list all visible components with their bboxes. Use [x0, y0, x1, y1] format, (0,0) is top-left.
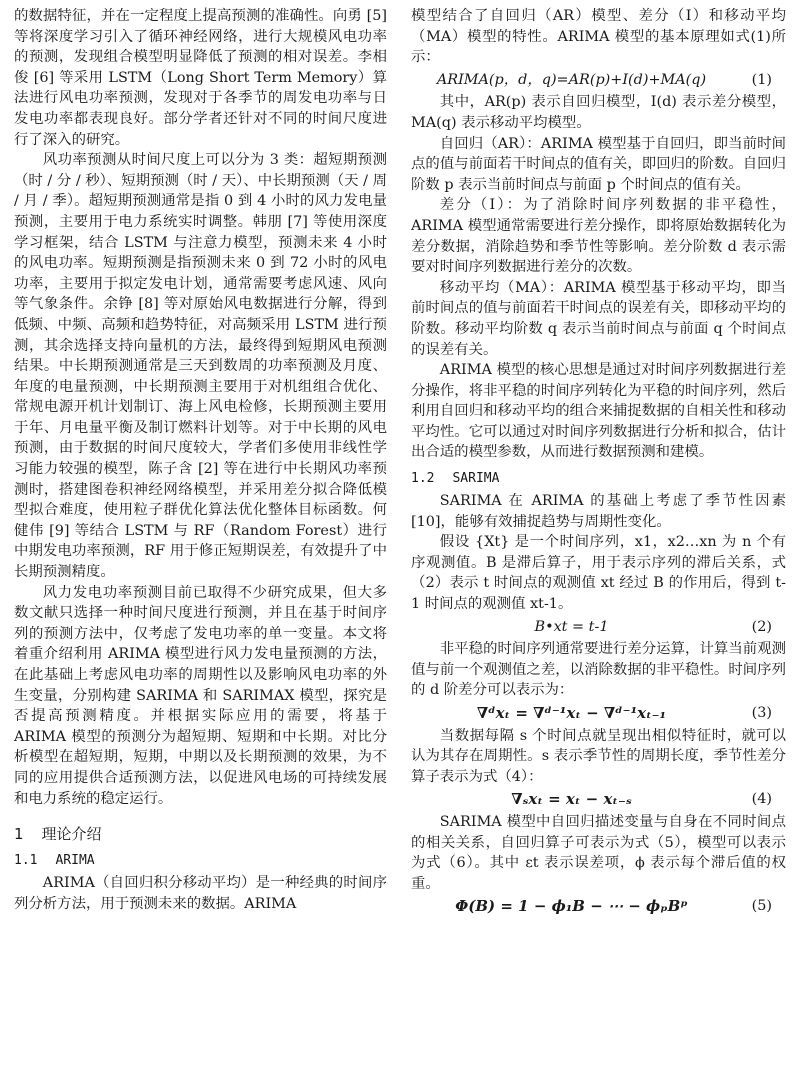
equation-expression: ∇ₛxₜ = xₜ − xₜ₋ₛ [511, 790, 632, 809]
left-column [14, 6, 387, 914]
equation-number: (2) [751, 618, 772, 635]
paragraph: ARIMA（自回归积分移动平均）是一种经典的时间序列分析方法，用于预测未来的数据。ARIMA [14, 875, 387, 912]
paragraph: 差分（I）：为了消除时间序列数据的非平稳性，ARIMA 模型通常需要进行差分操作，即将原始数据转化为差分数据，消除趋势和季节性等影响。差分阶数 d 表示需要对时间序列数据进行差分的次数。 [411, 197, 786, 276]
equation-number: (1) [751, 71, 772, 88]
paragraph: ARIMA 模型的核心思想是通过对时间序列数据进行差分操作，将非平稳的时间序列转化为平稳的时间序列，然后利用自回归和移动平均的组合来捕捉数据的自相关性和移动平均性。它可以通过对时间序列数据进行分析和拟合，估计出合适的模型参数，从而进行数据预测和建模。 [411, 362, 786, 461]
equation-number: (3) [751, 705, 772, 721]
section-heading [14, 823, 387, 845]
paragraph: 自回归（AR）：ARIMA 模型基于自回归，即当前时间点的值与前面若干时间点的值有关，即回归的阶数。自回归阶数 p 表示当前时间点与前面 p 个时间点的值有关。 [411, 135, 786, 193]
subsection-number: 1.1 [14, 853, 38, 869]
equation-3 [411, 703, 786, 724]
paragraph: 当数据每隔 s 个时间点就呈现出相似特征时，就可以认为其存在周期性。s 表示季节性的周期长度，季节性差分算子表示为式（4）： [411, 727, 786, 785]
paragraph: SARIMA 在 ARIMA 的基础上考虑了季节性因素 [10]，能够有效捕捉趋势与周期性变化。 [411, 493, 786, 530]
subsection-title: ARIMA [55, 853, 95, 869]
equation-4 [411, 789, 786, 810]
equation-expression: ARIMA(p，d，q)=AR(p)+I(d)+MA(q) [436, 71, 707, 88]
right-column [411, 6, 786, 919]
paragraph: 其中，AR(p) 表示自回归模型，I(d) 表示差分模型，MA(q) 表示移动平均模型。 [411, 94, 786, 131]
equation-number: (5) [751, 898, 772, 915]
paragraph: 模型结合了自回归（AR）模型、差分（I）和移动平均（MA）模型的特性。ARIMA 模型的基本原理如式(1)所示： [411, 8, 786, 66]
paragraph: 非平稳的时间序列通常要进行差分运算，计算当前观测值与前一个观测值之差，以消除数据的非平稳性。时间序列的 d 阶差分可以表示为： [411, 641, 786, 699]
equation-expression: B•xt = t-1 [534, 618, 609, 635]
equation-expression: ∇ᵈxₜ = ∇ᵈ⁻¹xₜ − ∇ᵈ⁻¹xₜ₋₁ [476, 704, 667, 722]
subsection-heading [14, 851, 387, 871]
paragraph: 风力发电功率预测目前已取得不少研究成果，但大多数文献只选择一种时间尺度进行预测，并且在基于时间序列的预测方法中，仅考虑了发电功率的单一变量。本文将着重介绍利用 ARIMA 模型进行风力发电量预测的方法，在此基础上考虑风电功率的周期性以及影响风电功率的外生变量，分别构建 SARIMA 和 SARIMAX 模型，探究是否提高预测精度。并根据实际应用的需要，将基于 ARIMA 模型的预测分为超短期、短期和中长期。对比分析模型在超短期，短期，中期以及长期预测的效果，为不同的应用提供合适预测方法，以促进风电场的可持续发展和电力系统的稳定运行。 [14, 584, 387, 807]
section-title: 理论介绍 [41, 825, 102, 844]
paragraph: 风功率预测从时间尺度上可以分为 3 类：超短期预测（时 / 分 / 秒）、短期预测（时 / 天）、中长期预测（天 / 周 / 月 / 季）。超短期预测通常是指 0 到 4 小时的风力发电量预测，主要用于电力系统实时调整。韩朋 [7] 等使用深度学习框架，结合 LSTM 与注意力模型，预测未来 4 小时的风电功率。短期预测是指预测未来 0 到 72 小时的风电功率，主要用于拟定发电计划，通常需要考虑风速、风向等气象条件。余铮 [8] 等对原始风电数据进行分解，得到低频、中频、高频和趋势特征，对高频采用 LSTM 进行预测，其余选择支持向量机的方法，最终得到短期风电预测结果。中长期预测通常是三天到数周的功率预测及月度、年度的电量预测，中长期预测主要用于对机组组合优化、常规电源开机计划制订、海上风电检修，长期预测主要用于年、月电量平衡及制订燃料计划等。对于中长期的风电预测，由于数据的时间尺度较大，学者们多使用非线性学习能力较强的模型，陈子含 [2] 等在进行中长期风功率预测时，搭建图卷积神经网络模型，并采用差分拟合降低模型拟合难度，使用粒子群优化算法优化整体目标函数。何健伟 [9] 等结合 LSTM 与 RF（Random Forest）进行中期发电功率预测，RF 用于修正短期误差，有效提升了中长期预测精度。 [14, 152, 387, 581]
paragraph: 移动平均（MA）：ARIMA 模型基于移动平均，即当前时间点的值与前面若干时间点的误差有关，即移动平均的阶数。移动平均阶数 q 表示当前时间点与前面 q 个时间点的误差有关。 [411, 279, 786, 358]
equation-1 [411, 70, 786, 91]
equation-2 [411, 617, 786, 638]
equation-5 [411, 896, 786, 917]
subsection-heading [411, 469, 786, 489]
equation-number: (4) [751, 791, 772, 808]
paragraph: 的数据特征，并在一定程度上提高预测的准确性。向勇 [5] 等将深度学习引入了循环神经网络，进行大规模风电功率的预测，发现组合模型明显降低了预测的相对误差。李相俊 [6] 等采用 LSTM（Long Short Term Memory）算法进行风电功率预测，发现对于各季节的周发电功率与日发电功率都表现良好。部分学者还针对不同的时间尺度进行了深入的研究。 [14, 8, 387, 148]
paragraph: SARIMA 模型中自回归描述变量与自身在不同时间点的相关关系，自回归算子可表示为式（5），模型可以表示为式（6）。其中 εt 表示误差项，ϕ 表示每个滞后值的权重。 [411, 813, 786, 892]
subsection-number: 1.2 [411, 471, 435, 487]
paragraph: 假设 {Xt} 是一个时间序列，x1，x2…xn 为 n 个有序观测值。B 是滞后算子，用于表示序列的滞后关系，式（2）表示 t 时间点的观测值 xt 经过 B 的作用后，得到 t-1 时间点的观测值 xt-1。 [411, 534, 786, 613]
section-number: 1 [14, 825, 24, 844]
subsection-title: SARIMA [452, 471, 500, 487]
equation-expression: Φ(B) = 1 − ϕ₁B − ⋯ − ϕₚBᵖ [455, 897, 688, 916]
